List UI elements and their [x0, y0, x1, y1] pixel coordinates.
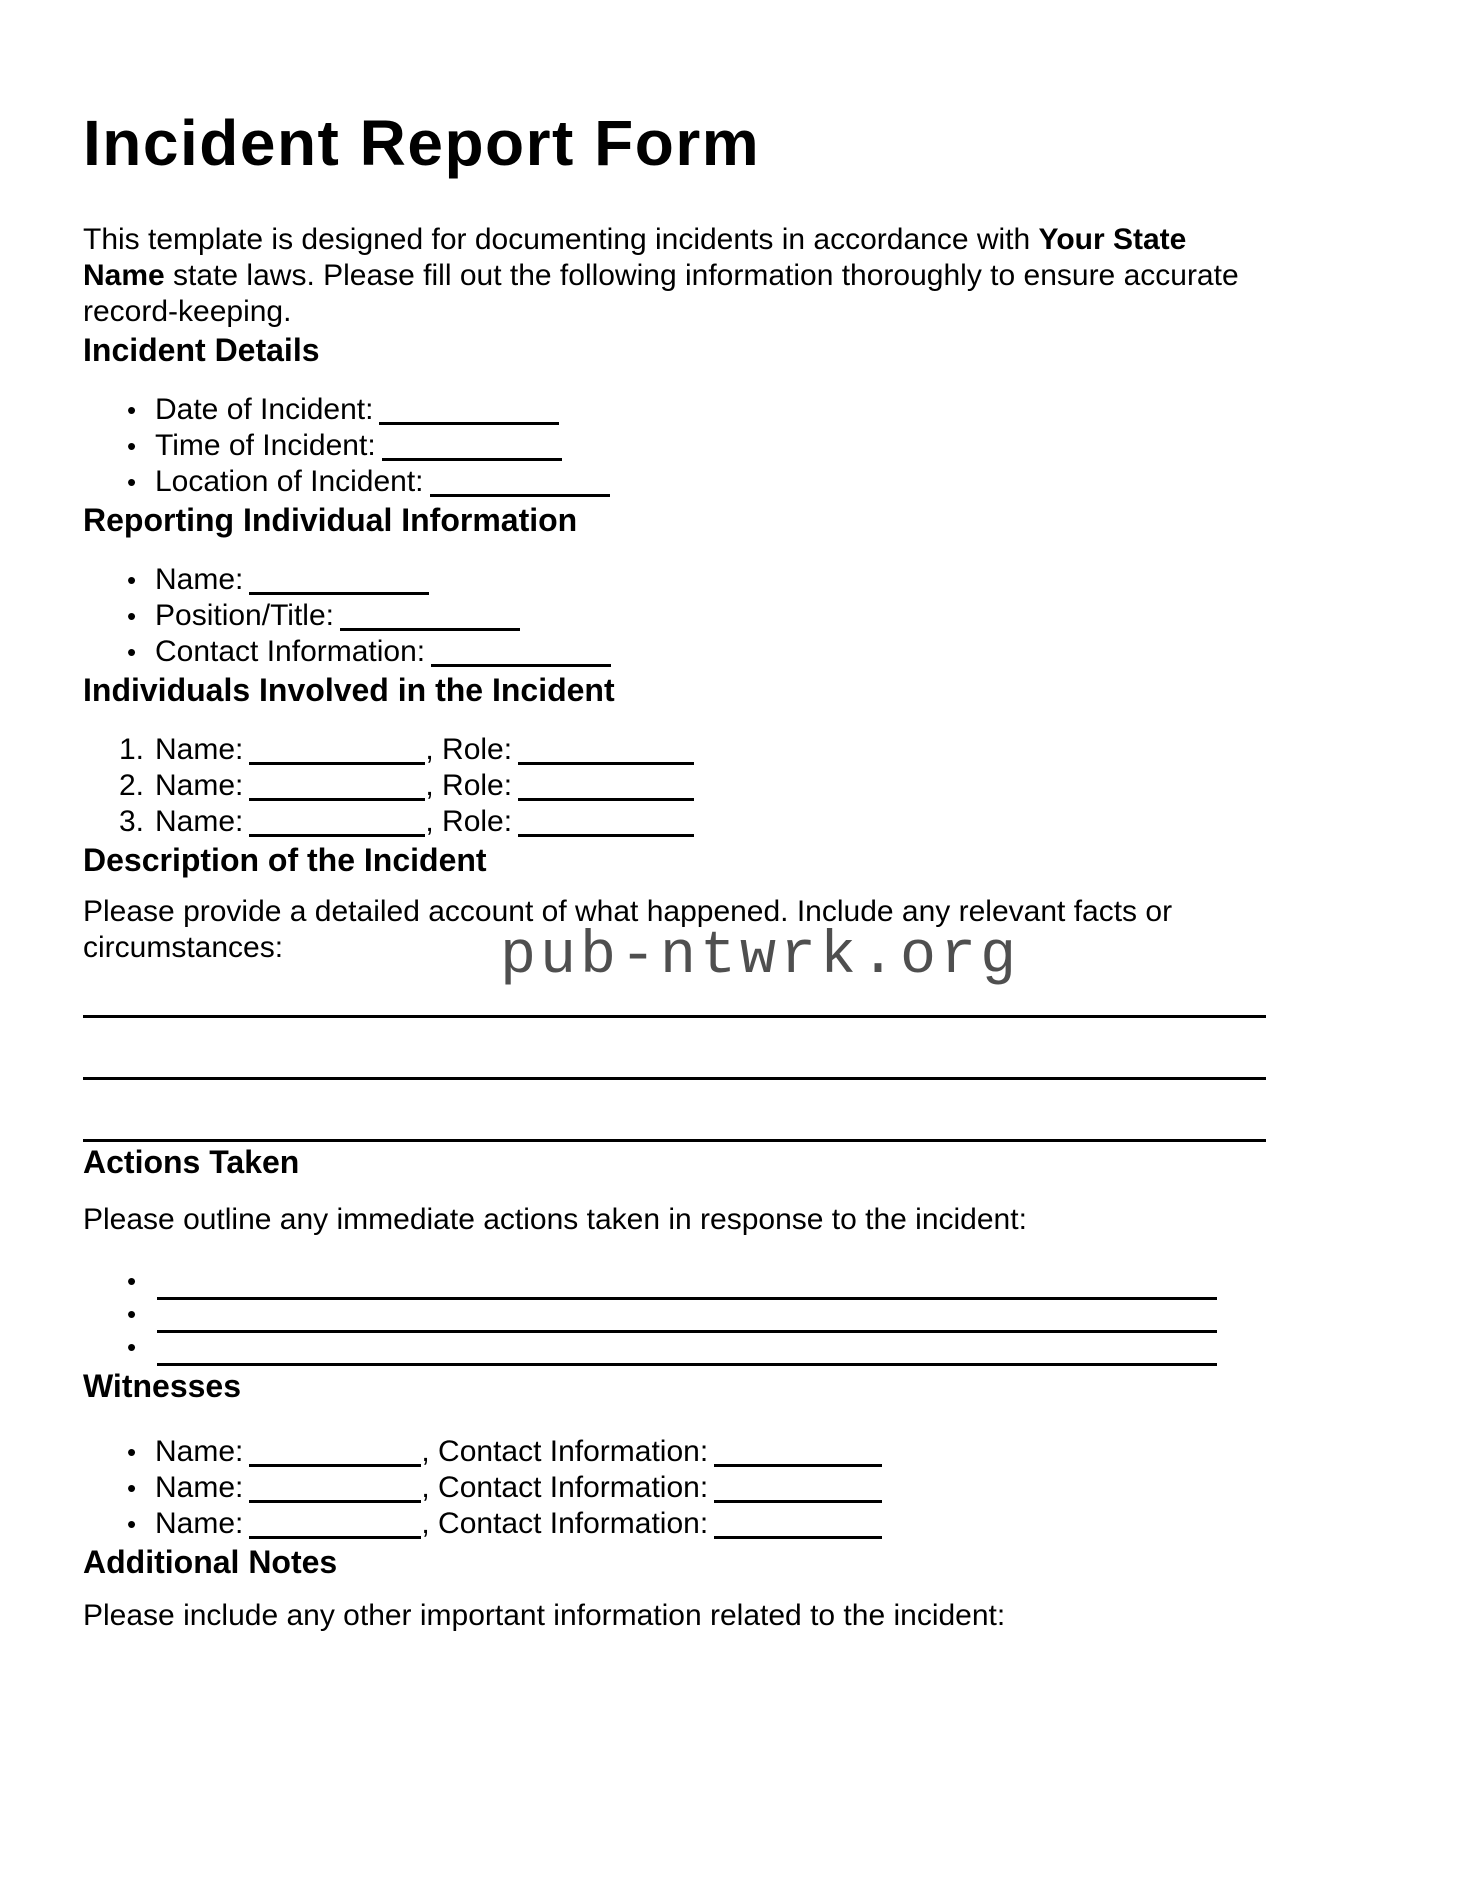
fill-in-blank — [714, 1512, 882, 1539]
heading-actions-taken: Actions Taken — [83, 1144, 300, 1180]
bullet-icon: • — [127, 1299, 137, 1329]
fill-in-blank — [430, 470, 610, 497]
rule-line — [83, 1106, 1266, 1142]
bullet-icon: • — [127, 1473, 137, 1503]
bullet-icon: • — [127, 1437, 137, 1467]
item-number: 2. — [119, 769, 145, 802]
list-item — [83, 464, 1364, 500]
bullet-icon: • — [127, 1332, 137, 1362]
field-label: Name: — [155, 1435, 244, 1468]
list-item — [83, 1470, 1364, 1506]
fill-in-blank — [518, 810, 694, 837]
list-item — [83, 1333, 1364, 1366]
list-item — [83, 428, 1364, 464]
actions-list — [83, 1267, 1364, 1366]
fill-in-blank — [518, 738, 694, 765]
paragraph-line: record-keeping. — [83, 295, 292, 328]
heading-individuals-involved: Individuals Involved in the Incident — [83, 672, 615, 708]
list-item — [83, 732, 1364, 768]
paragraph-line: This template is designed for documenting incidents in accordance with Your State — [83, 223, 1187, 256]
list-item — [83, 768, 1364, 804]
fill-in-blank — [379, 398, 559, 425]
list-item — [83, 1434, 1364, 1470]
item-number: 3. — [119, 805, 145, 838]
fill-in-blank — [340, 604, 520, 631]
item-number: 1. — [119, 733, 145, 766]
description-paragraph — [83, 894, 1364, 966]
write-in-line — [157, 1333, 1217, 1366]
heading-description: Description of the Incident — [83, 842, 487, 878]
individuals-involved-list — [83, 732, 1364, 840]
fill-in-blank — [249, 1476, 421, 1503]
field-label: , Role: — [425, 733, 513, 766]
fill-in-blank — [249, 568, 429, 595]
field-label: Date of Incident: — [155, 393, 374, 426]
heading-additional-notes: Additional Notes — [83, 1544, 338, 1580]
bullet-icon: • — [127, 565, 137, 595]
field-label: Name: — [155, 805, 244, 838]
reporting-individual-list — [83, 562, 1364, 670]
rule-line — [83, 1044, 1266, 1080]
list-item — [83, 634, 1364, 670]
field-label: Contact Information: — [155, 635, 426, 668]
bullet-icon: • — [127, 1266, 137, 1296]
write-in-line — [83, 1106, 1364, 1142]
field-label: Location of Incident: — [155, 465, 424, 498]
bullet-icon: • — [127, 637, 137, 667]
fill-in-blank — [249, 738, 425, 765]
field-label: Name: — [155, 1507, 244, 1540]
field-label: Position/Title: — [155, 599, 334, 632]
field-label: , Contact Information: — [421, 1435, 709, 1468]
heading-incident-details: Incident Details — [83, 332, 320, 368]
bullet-icon: • — [127, 601, 137, 631]
fill-in-blank — [382, 434, 562, 461]
field-label: , Contact Information: — [421, 1471, 709, 1504]
list-item — [83, 562, 1364, 598]
page-title: Incident Report Form — [83, 107, 761, 179]
write-in-line — [157, 1300, 1217, 1333]
incident-details-list — [83, 392, 1364, 500]
heading-witnesses: Witnesses — [83, 1368, 241, 1404]
field-label: Name: — [155, 1471, 244, 1504]
list-item — [83, 1267, 1364, 1300]
notes-paragraph: Please include any other important information related to the incident: — [83, 1599, 1006, 1632]
field-label: Time of Incident: — [155, 429, 376, 462]
bullet-icon: • — [127, 395, 137, 425]
field-label: Name: — [155, 733, 244, 766]
field-label: , Contact Information: — [421, 1507, 709, 1540]
fill-in-blank — [431, 640, 611, 667]
write-in-line — [83, 982, 1364, 1018]
field-label: Name: — [155, 563, 244, 596]
fill-in-blank — [714, 1440, 882, 1467]
watermark-text: pub-ntwrk.org — [500, 923, 1021, 991]
fill-in-blank — [714, 1476, 882, 1503]
list-item — [83, 1506, 1364, 1542]
field-label: , Role: — [425, 805, 513, 838]
write-in-line — [83, 1044, 1364, 1080]
fill-in-blank — [249, 810, 425, 837]
bullet-icon: • — [127, 467, 137, 497]
paragraph-line: Please provide a detailed account of what happened. Include any relevant facts or — [83, 895, 1173, 928]
bullet-icon: • — [127, 431, 137, 461]
fill-in-blank — [249, 774, 425, 801]
bullet-icon: • — [127, 1509, 137, 1539]
field-label: , Role: — [425, 769, 513, 802]
paragraph-line: circumstances: — [83, 931, 284, 964]
list-item — [83, 598, 1364, 634]
rule-line — [83, 982, 1266, 1018]
list-item — [83, 804, 1364, 840]
write-in-line — [157, 1267, 1217, 1300]
fill-in-blank — [249, 1440, 421, 1467]
actions-paragraph: Please outline any immediate actions taken in response to the incident: — [83, 1203, 1027, 1236]
list-item — [83, 392, 1364, 428]
witnesses-list — [83, 1434, 1364, 1542]
heading-reporting-individual: Reporting Individual Information — [83, 502, 578, 538]
field-label: Name: — [155, 769, 244, 802]
fill-in-blank — [249, 1512, 421, 1539]
list-item — [83, 1300, 1364, 1333]
intro-paragraph — [83, 222, 1364, 330]
fill-in-blank — [518, 774, 694, 801]
paragraph-line: Name state laws. Please fill out the following information thoroughly to ensure accurate — [83, 259, 1239, 292]
